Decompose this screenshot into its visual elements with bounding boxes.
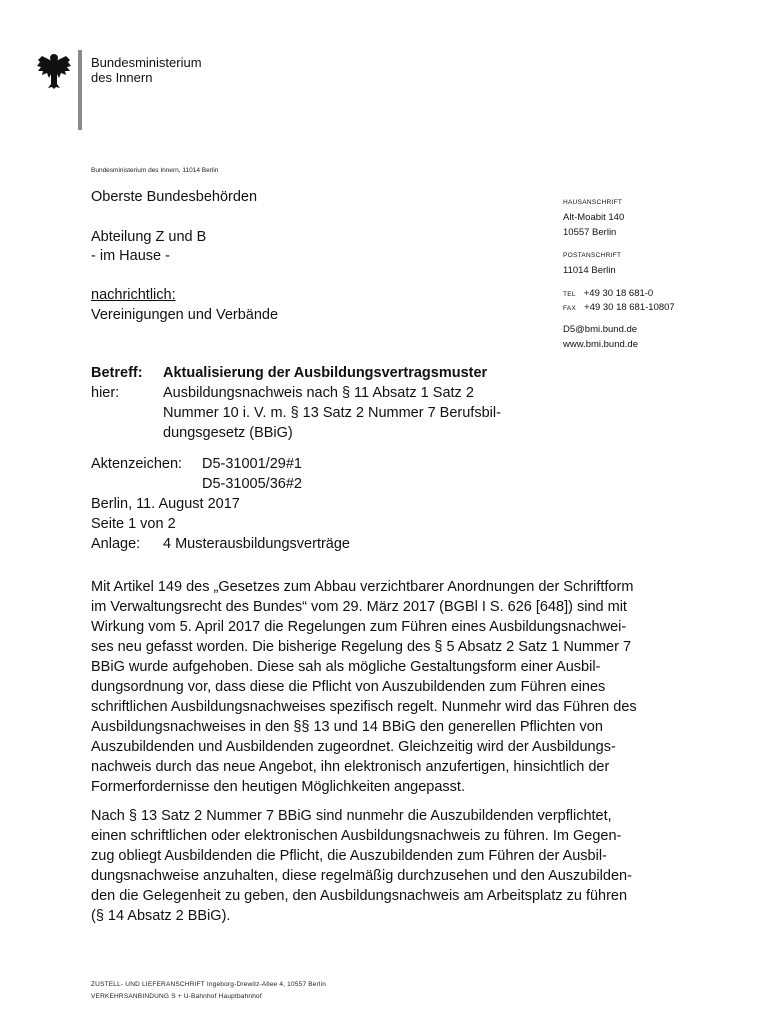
body-line: zug obliegt Ausbildenden die Pflicht, die Auszubildenden zum Führen der Ausbil-: [91, 848, 607, 864]
footer-delivery-label: ZUSTELL- UND LIEFERANSCHRIFT: [91, 981, 205, 988]
fax-value: +49 30 18 681-10807: [584, 302, 675, 313]
footer-transport: [91, 993, 262, 1000]
cc-label: nachrichtlich:: [91, 287, 176, 303]
post-address-label: POSTANSCHRIFT: [563, 252, 622, 259]
aktenzeichen-value2: D5-31005/36#2: [202, 476, 302, 492]
ministry-name: [91, 55, 202, 85]
body-line: Nach § 13 Satz 2 Nummer 7 BBiG sind nunmehr die Auszubildenden verpflichtet,: [91, 808, 612, 824]
ministry-name-line1: Bundesministerium: [91, 55, 202, 70]
hier-line2: Nummer 10 i. V. m. § 13 Satz 2 Nummer 7 Berufsbil-: [163, 405, 501, 421]
body-line: Mit Artikel 149 des „Gesetzes zum Abbau verzichtbarer Anordnungen der Schriftform: [91, 579, 634, 595]
body-line: (§ 14 Absatz 2 BBiG).: [91, 908, 231, 924]
body-line: Ausbildungsnachweises in den §§ 13 und 14 BBiG den generellen Pflichten von: [91, 719, 603, 735]
recipient-line1: Oberste Bundesbehörden: [91, 189, 258, 205]
body-line: Wirkung vom 5. April 2017 die Regelungen zum Führen eines Ausbildungsnachwei-: [91, 619, 627, 635]
hier-label: hier:: [91, 385, 120, 401]
betreff-label: Betreff:: [91, 365, 143, 381]
body-paragraph-1: [91, 577, 681, 797]
hier-line1: Ausbildungsnachweis nach § 11 Absatz 1 Satz 2: [163, 385, 474, 401]
email-link[interactable]: D5@bmi.bund.de: [563, 324, 638, 335]
body-line: ses neu gefasst worden. Die bisherige Regelung des § 5 Absatz 2 Satz 1 Nummer 7: [91, 639, 632, 655]
post-city: 11014 Berlin: [563, 265, 616, 276]
body-line: dungsordnung vor, dass diese die Pflicht von Auszubildenden zum Führen eines: [91, 679, 606, 695]
body-line: BBiG wurde aufgehoben. Diese sah als mögliche Gestaltungsform einer Ausbil-: [91, 659, 601, 675]
subject-block: [91, 363, 561, 443]
house-city: 10557 Berlin: [563, 227, 617, 238]
body-line: Auszubildenden und Ausbildenden zugeordnet. Gleichzeitig wird der Ausbildungs-: [91, 739, 616, 755]
body-line: nachweis durch das neue Angebot, ihn elektronisch anzufertigen, hinsichtlich der: [91, 759, 610, 775]
letter-date: Berlin, 11. August 2017: [91, 496, 240, 512]
fax-label: FAX: [563, 305, 577, 312]
website-link[interactable]: www.bmi.bund.de: [563, 339, 638, 350]
meta-block: [91, 454, 350, 554]
anlage-value: 4 Musterausbildungsverträge: [163, 536, 350, 552]
fax-row: [563, 300, 675, 316]
body-line: den die Gelegenheit zu geben, den Ausbildungsnachweis am Arbeitsplatz zu führen: [91, 888, 628, 904]
body-line: im Verwaltungsrecht des Bundes“ vom 29. März 2017 (BGBl I S. 626 [648]) sind mit: [91, 599, 627, 615]
house-street: Alt-Moabit 140: [563, 212, 625, 223]
aktenzeichen-label: Aktenzeichen:: [91, 456, 183, 472]
footer-delivery-address: [91, 981, 326, 988]
betreff-value: Aktualisierung der Ausbildungsvertragsmuster: [163, 365, 488, 381]
recipient-line3: - im Hause -: [91, 248, 170, 264]
house-address-label: HAUSANSCHRIFT: [563, 199, 623, 206]
body-line: schriftlichen Ausbildungsnachweises spezifisch regelt. Nunmehr wird das Führen des: [91, 699, 637, 715]
anlage-label: Anlage:: [91, 536, 141, 552]
footer-transport-value: S + U-Bahnhof Hauptbahnhof: [171, 993, 262, 1000]
federal-eagle-icon: [36, 50, 72, 90]
page-number: Seite 1 von 2: [91, 516, 176, 532]
logo-divider-bar: [78, 50, 82, 130]
body-line: einen schriftlichen oder elektronischen Ausbildungsnachweis zu führen. Im Gegen-: [91, 828, 622, 844]
footer-transport-label: VERKEHRSANBINDUNG: [91, 993, 170, 1000]
body-line: Formerfordernisse den heutigen Möglichkeiten angepasst.: [91, 779, 465, 795]
tel-label: TEL: [563, 291, 576, 298]
recipient-line2: Abteilung Z und B: [91, 229, 207, 245]
body-line: dungsnachweise anzuhalten, diese regelmäßig durchzusehen und den Auszubilden-: [91, 868, 632, 884]
hier-line3: dungsgesetz (BBiG): [163, 425, 293, 441]
tel-value: +49 30 18 681-0: [583, 288, 654, 299]
ministry-name-line2: des Innern: [91, 70, 153, 85]
body-paragraph-2: [91, 806, 681, 926]
sender-line: Bundesministerium des Innern, 11014 Berlin: [91, 167, 219, 174]
cc-value: Vereinigungen und Verbände: [91, 307, 279, 323]
aktenzeichen-value1: D5-31001/29#1: [202, 456, 302, 472]
footer-delivery-value: Ingeborg-Drewitz-Allee 4, 10557 Berlin: [206, 981, 327, 988]
